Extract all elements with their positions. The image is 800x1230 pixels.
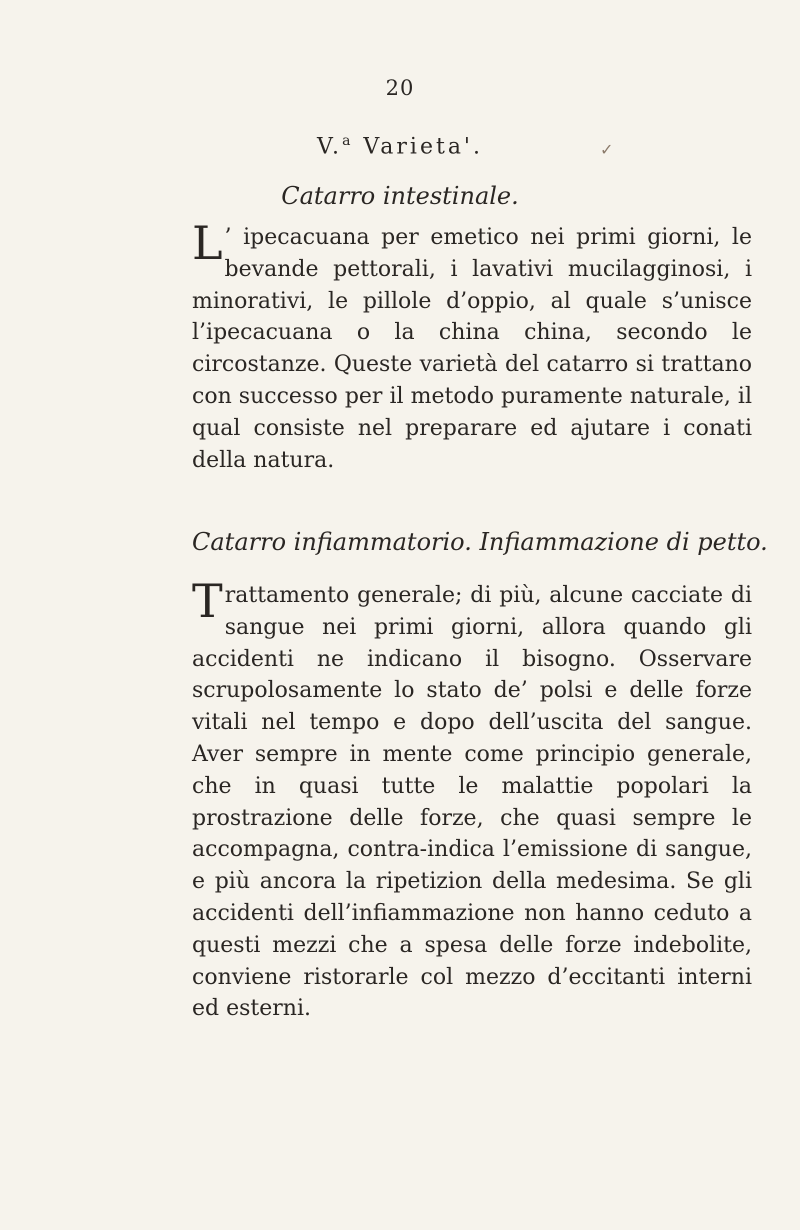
paragraph-catarro-intestinale [192, 216, 752, 476]
paragraph-body-2: rattamento generale; di più, alcune cacciate di sangue nei primi giorni, allora quando gli accidenti ne indicano il bisogno. Osservare scrupolosamente lo stato de’ polsi e delle forze vitali nel tempo e dopo dell’uscita del sangue. Aver sempre in mente come principio generale, che in quasi tutte le malattie popolari la prostrazione delle forze, che quasi sempre le accompagna, contra-indica l’emissione di sangue, e più ancora la ripetizion della medesima. Se gli accidenti dell’infiammazione non hanno ceduto a questi mezzi che a spesa delle forze indebolite, conviene ristorarle col mezzo d’eccitanti interni ed esterni. [192, 583, 752, 1022]
section-heading [0, 133, 800, 159]
ink-mark-icon: ✓ [600, 140, 614, 159]
page-number: 20 [385, 76, 415, 100]
heading-main: Varieta'. [363, 134, 483, 160]
section-title-catarro-infiammatorio: Catarro infiammatorio. Infiammazione di petto. [192, 528, 768, 556]
heading-prefix: V. [317, 134, 343, 160]
drop-cap-l: L [192, 216, 223, 270]
heading-superscript: a [342, 133, 354, 149]
section-title-catarro-intestinale: Catarro intestinale. [281, 182, 519, 210]
paragraph-catarro-infiammatorio [192, 574, 752, 1025]
paragraph-body-1: ’ ipecacuana per emetico nei primi giorni, le bevande pettorali, i lavativi mucilagginosi, i minorativi, le pillole d’oppio, al quale s’unisce l’ipecacuana o la china china, secondo le circostanze. Queste varietà del catarro si trattano con successo per il metodo puramente naturale, il qual consiste nel preparare ed ajutare i conati della natura. [192, 225, 752, 473]
drop-cap-t: T [192, 574, 223, 628]
